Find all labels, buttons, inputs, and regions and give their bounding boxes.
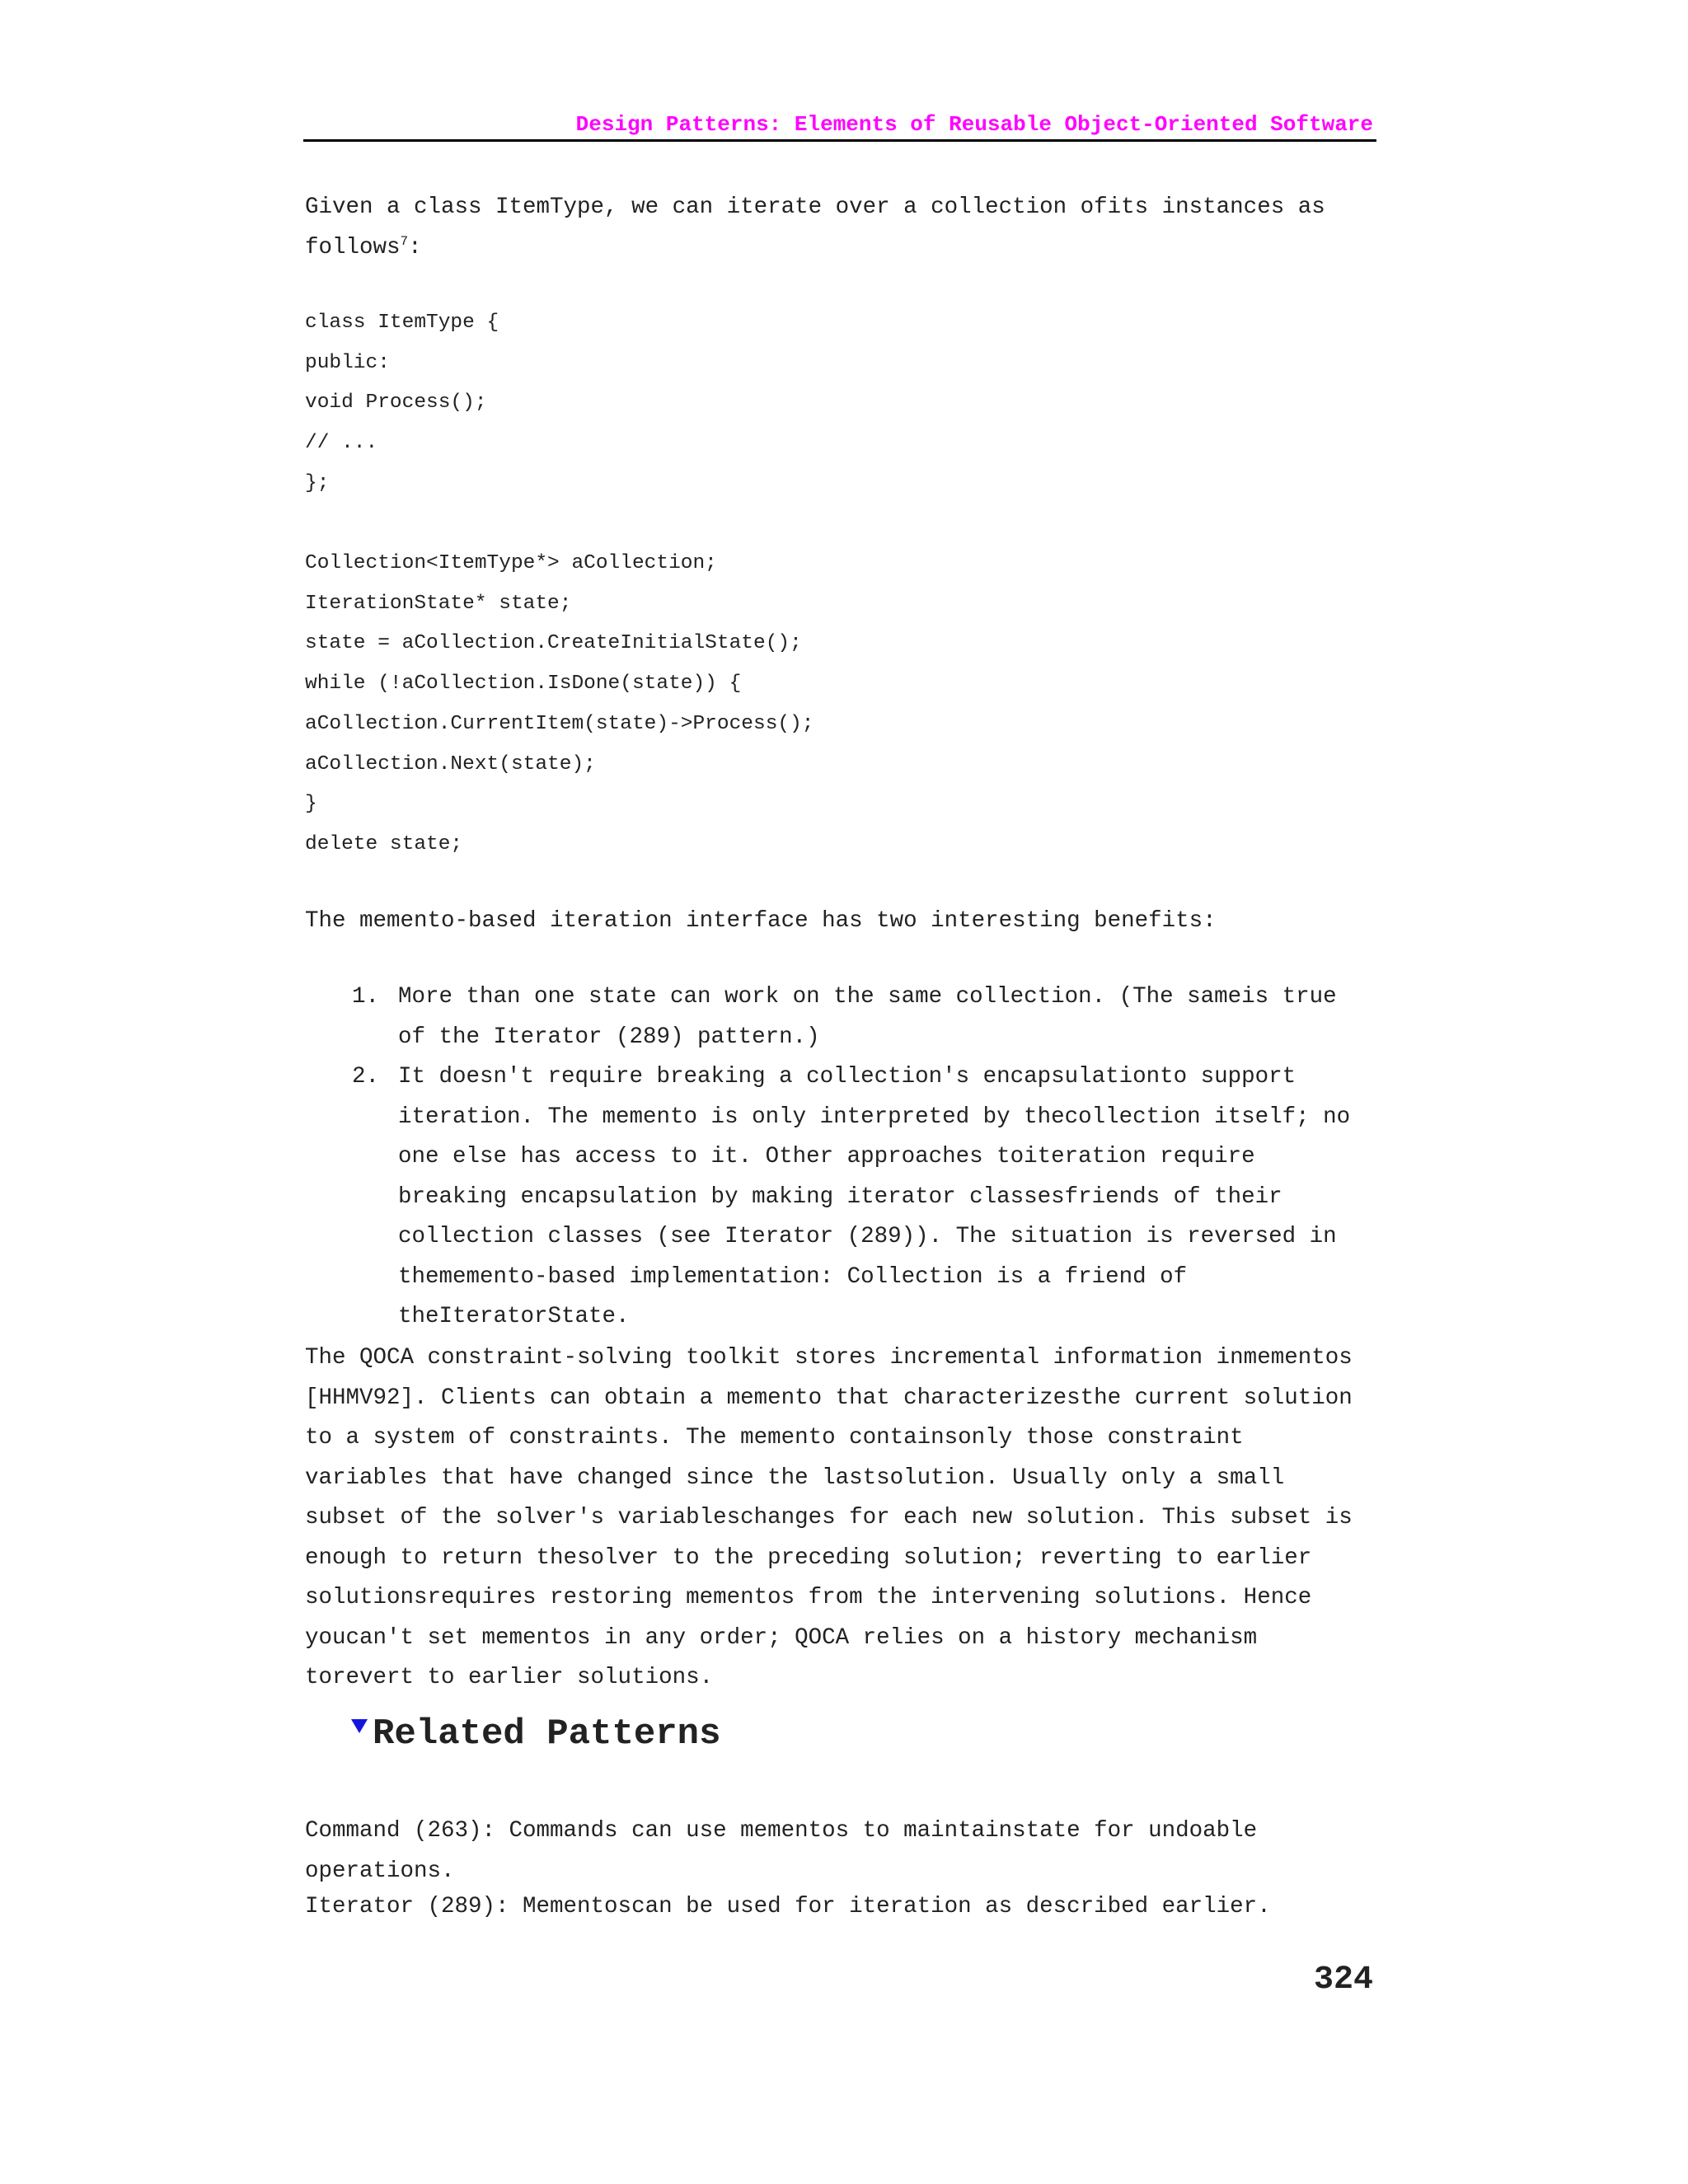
code-block-itemtype <box>305 303 1373 504</box>
code-line: while (!aCollection.IsDone(state)) { <box>305 673 742 696</box>
code-line: aCollection.CurrentItem(state)->Process(); <box>305 712 814 735</box>
intro-text: Given a class ItemType, we can iterate over a collection ofits instances as follows <box>305 194 1325 260</box>
list-item <box>305 977 1373 1057</box>
code-line: Collection<ItemType*> aCollection; <box>305 552 717 574</box>
code-line: // ... <box>305 432 378 455</box>
list-item-number: 1. <box>352 984 380 1010</box>
code-line: } <box>305 793 317 816</box>
footnote-marker[interactable]: 7 <box>400 233 409 249</box>
list-item-text: It doesn't require breaking a collection's encapsulationto support iteration. The memento is only interpreted by thecollection itself; no one else has access to it. Other approaches toiteration require breaking encapsulation by making iterator classesfriends of their collection classes (see Iterator (289)). The situation is reversed in thememento-based implementation: Collection is a friend of theIteratorState. <box>398 1064 1351 1329</box>
qoca-paragraph: The QOCA constraint-solving toolkit stores incremental information inmementos [HHMV92]. Clients can obtain a memento that characterizesthe current solution to a system of constraints. The memento containsonly those constraint variables that have changed since the lastsolution. Usually only a small subset of the solver's variableschanges for each new solution. This subset is enough to return thesolver to the preceding solution; reverting to earlier solutionsrequires restoring mementos from the intervening solutions. Hence youcan't set mementos in any order; QOCA relies on a history mechanism torevert to earlier solutions. <box>305 1345 1353 1690</box>
code-line: IterationState* state; <box>305 592 572 615</box>
list-item <box>305 1057 1373 1338</box>
intro-paragraph <box>305 188 1373 268</box>
related-iterator: Iterator (289): Mementoscan be used for iteration as described earlier. <box>305 1894 1271 1919</box>
list-item-text: More than one state can work on the same collection. (The sameis true of the Iterator (289) pattern.) <box>398 984 1337 1050</box>
running-header <box>303 110 1376 142</box>
code-line: aCollection.Next(state); <box>305 752 596 776</box>
page-number: 324 <box>1313 1961 1373 1999</box>
benefits-list <box>305 977 1373 1338</box>
code-line: }; <box>305 471 330 494</box>
code-block-iteration <box>305 544 1373 865</box>
code-line: state = aCollection.CreateInitialState(); <box>305 632 802 655</box>
code-line: void Process(); <box>305 391 487 415</box>
book-title: Design Patterns: Elements of Reusable Object-Oriented Software <box>575 112 1373 137</box>
heading-text: Related Patterns <box>373 1713 721 1755</box>
triangle-down-icon[interactable] <box>351 1719 368 1734</box>
code-line: class ItemType { <box>305 312 499 334</box>
related-command: Command (263): Commands can use mementos to maintainstate for undoable operations. <box>305 1818 1258 1884</box>
code-line: delete state; <box>305 832 463 855</box>
intro-suffix: : <box>408 234 422 260</box>
list-item-number: 2. <box>352 1064 380 1090</box>
benefits-intro: The memento-based iteration interface has two interesting benefits: <box>305 908 1217 934</box>
code-line: public: <box>305 351 390 374</box>
